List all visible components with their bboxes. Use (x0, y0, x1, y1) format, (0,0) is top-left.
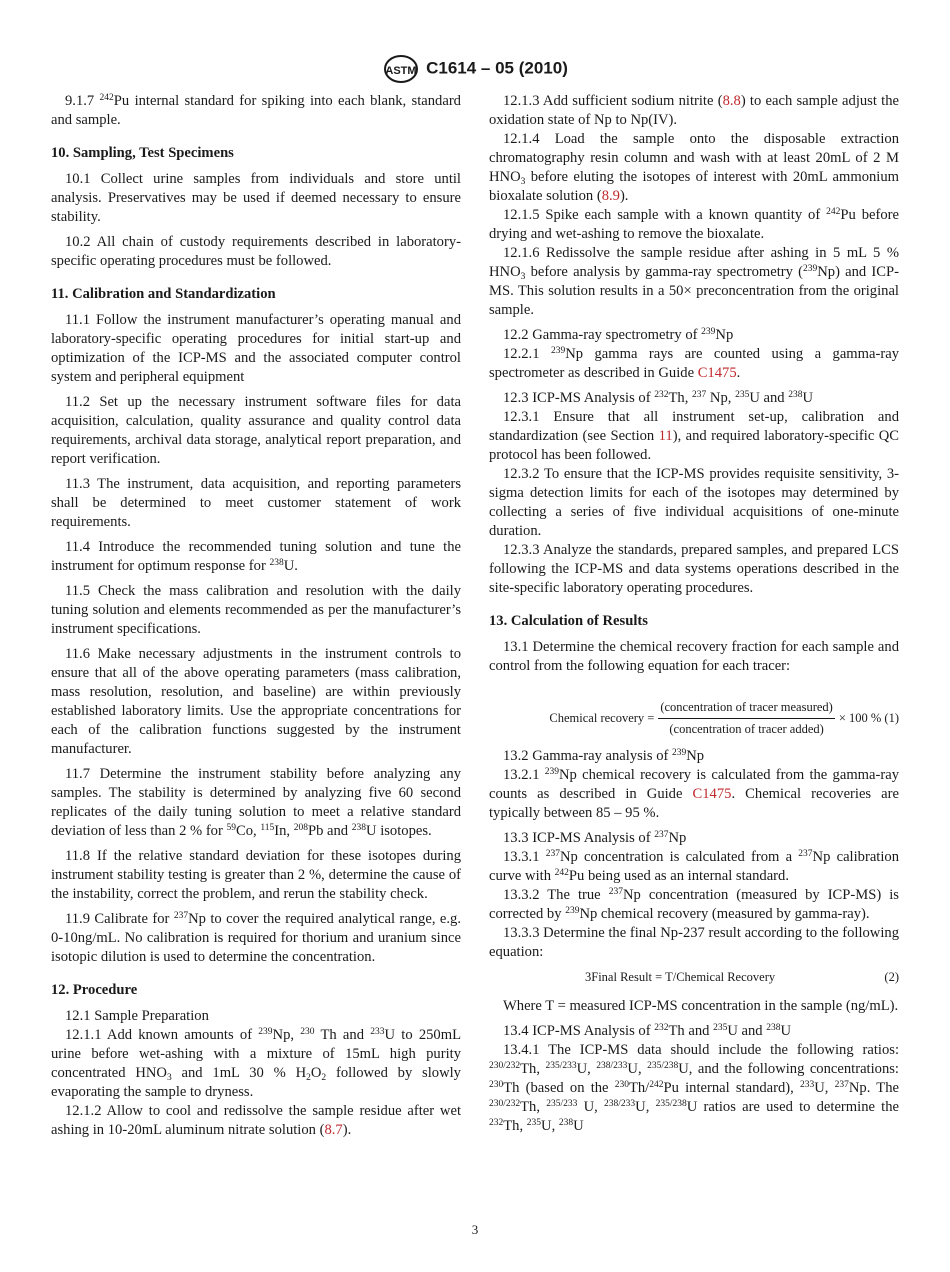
page-header (0, 54, 950, 84)
para-13-4: 13.4 ICP-MS Analysis of $^{232}$Th and $^{235}$U and $^{238}$U (503, 1023, 792, 1039)
para-11-7: 11.7 Determine the instrument stability before analyzing any samples. The stability is determined by analyzing five 60 second replicates of the daily tuning solution to meet a relative standard deviation of less than 2 % for $^{59}$Co, $^{115}$In, $^{208}$Pb and $^{238}$U isotopes. (51, 766, 461, 839)
equation-2: 3Final Result = T/Chemical Recovery (2) (585, 970, 899, 984)
para-12-3-1: 12.3.1 Ensure that all instrument set-up, calibration and standardization (see Section 11), and required laboratory-specific QC protocol has been followed. (489, 409, 899, 463)
section-12-heading: 12. Procedure (51, 982, 138, 998)
astm-logo-icon (382, 54, 420, 84)
para-10-1: 10.1 Collect urine samples from individuals and store until analysis. Preservatives may be used if deemed necessary to ensure stability. (51, 171, 461, 225)
para-where: Where T = measured ICP-MS concentration in the sample (ng/mL). (503, 998, 899, 1014)
ref-8-9-link[interactable]: 8.9 (601, 188, 620, 204)
para-12-1-4: 12.1.4 Load the sample onto the disposable extraction chromatography resin column and wash with at least 20mL of 2 M $HNO_3$ before eluting the isotopes of interest with 20mL ammonium bioxalate solution (8.9). (489, 131, 899, 204)
para-12-2-1: 12.2.1 $^{239}$Np gamma rays are counted using a gamma-ray spectrometer as described in Guide C1475. (489, 346, 899, 381)
para-13-3-2: 13.3.2 The true $^{237}$Np concentration (measured by ICP-MS) is corrected by $^{239}$Np chemical recovery (measured by gamma-ray). (489, 887, 899, 922)
para-11-9: 11.9 Calibrate for $^{237}$Np to cover the required analytical range, e.g. 0-10ng/mL. No calibration is required for thorium and uranium since isotopic dilution is used to determine the concentration. (51, 911, 461, 965)
section-13-heading: 13. Calculation of Results (489, 613, 648, 629)
para-11-2: 11.2 Set up the necessary instrument software files for data acquisition, calculation, quality assurance and quality control data requirements, archival data storage, analytical report preparation, and report verification. (51, 394, 461, 467)
para-13-3-3: 13.3.3 Determine the final Np-237 result according to the following equation: (489, 925, 899, 960)
equation-1: Chemical recovery = $\frac{\text{(concentration of tracer measured)}}{\text{(concentration of tracer added)}}$ × 100 % (1) (489, 698, 899, 739)
para-12-1-3: 12.1.3 Add sufficient sodium nitrite (8.8) to each sample adjust the oxidation state of Np to Np(IV). (489, 93, 899, 128)
para-12-1-6: 12.1.6 Redissolve the sample residue after ashing in 5 mL 5 % $HNO_3$ before analysis by gamma-ray spectrometry ($^{239}$Np) and ICP-MS. This solution results in a 50× preconcentration from the original sample. (489, 245, 899, 318)
para-11-1: 11.1 Follow the instrument manufacturer’s operating manual and laboratory-specific operating procedures for initial start-up and optimization of the ICP-MS and the associated computer control system and peripheral equipment (51, 312, 461, 385)
para-10-2: 10.2 All chain of custody requirements described in laboratory-specific operating procedures must be followed. (51, 234, 461, 269)
para-13-2-1: 13.2.1 $^{239}$Np chemical recovery is calculated from the gamma-ray counts as described in Guide C1475. Chemical recoveries are typically between 85 – 95 %. (489, 767, 899, 821)
section-10-heading: 10. Sampling, Test Specimens (51, 145, 234, 161)
right-column (489, 92, 899, 1142)
svg-text:ASTM: ASTM (385, 65, 417, 77)
ref-8-8-link[interactable]: 8.8 (722, 93, 741, 109)
para-13-2: 13.2 Gamma-ray analysis of $^{239}$Np (503, 748, 705, 764)
left-column (51, 92, 461, 1146)
ref-c1475-link[interactable]: C1475 (697, 365, 737, 381)
para-12-3: 12.3 ICP-MS Analysis of $^{232}$Th, $^{237}$ Np, $^{235}$U and $^{238}$U (503, 390, 814, 406)
para-9-1-7: 9.1.7 $^{242}$Pu internal standard for spiking into each blank, standard and sample. (51, 93, 461, 128)
para-11-8: 11.8 If the relative standard deviation for these isotopes during instrument stability testing is greater than 2 %, determine the cause of the instability, correct the problem, and rerun the stability check. (51, 848, 461, 902)
para-13-1: 13.1 Determine the chemical recovery fraction for each sample and control from the following equation for each tracer: (489, 639, 899, 674)
section-11-heading: 11. Calibration and Standardization (51, 286, 276, 302)
para-12-1-5: 12.1.5 Spike each sample with a known quantity of $^{242}$Pu before drying and wet-ashing to remove the bioxalate. (489, 207, 899, 242)
para-11-5: 11.5 Check the mass calibration and resolution with the daily tuning solution and elements recommended as per the manufacturer’s instrument specifications. (51, 583, 461, 637)
para-11-3: 11.3 The instrument, data acquisition, and reporting parameters shall be determined to meet customer statement of work requirements. (51, 476, 461, 530)
page-number: 3 (471, 1222, 479, 1237)
para-12-1-2: 12.1.2 Allow to cool and redissolve the sample residue after wet ashing in 10-20mL aluminum nitrate solution (8.7). (51, 1103, 461, 1138)
para-12-3-3: 12.3.3 Analyze the standards, prepared samples, and prepared LCS following the ICP-MS and data systems operations described in the site-specific laboratory operating procedures. (489, 542, 899, 596)
para-12-1: 12.1 Sample Preparation (65, 1008, 209, 1024)
para-12-1-1: 12.1.1 Add known amounts of $^{239}$Np, $^{230}$ Th and $^{233}$U to 250mL urine before wet-ashing with a mixture of 15mL high purity concentrated $HNO_3$ and 1mL 30 % $H_2O_2$ followed by slowly evaporating the sample to dryness. (51, 1027, 461, 1100)
para-11-6: 11.6 Make necessary adjustments in the instrument controls to ensure that all of the above operating parameters (mass calibration, mass resolution, resolution, and baseline) are within previously established laboratory limits. Use the appropriate concentrations for each of the calibration functions suggested by the instrument manufacturer. (51, 646, 461, 757)
ref-8-7-link[interactable]: 8.7 (324, 1122, 343, 1138)
para-12-3-2: 12.3.2 To ensure that the ICP-MS provides requisite sensitivity, 3-sigma detection limits for each of the isotopes may determined by collecting a series of five individual acquisitions of one-minute duration. (489, 466, 899, 539)
document-designation: C1614 – 05 (2010) (426, 58, 568, 78)
equation-1-fraction: $\frac{\text{(concentration of tracer measured)}}{\text{(concentration of tracer added)}}$ (660, 700, 833, 736)
para-13-3-1: 13.3.1 $^{237}$Np concentration is calculated from a $^{237}$Np calibration curve with $^{242}$Pu being used as an internal standard. (489, 849, 900, 884)
ref-c1475-link-2[interactable]: C1475 (692, 786, 732, 802)
para-13-3: 13.3 ICP-MS Analysis of $^{237}$Np (503, 830, 687, 846)
para-13-4-1: 13.4.1 The ICP-MS data should include the following ratios: $^{230/232}$Th, $^{235/233}$U, $^{238/233}$U, $^{235/238}$U, and the following concentrations: $^{230}$Th (based on the $^{230}$Th/$^{242}$Pu internal standard), $^{233}$U, $^{237}$Np. The $^{230/232}$Th, $^{235/233}$ U, $^{238/233}$U, $^{235/238}$U ratios are used to determine the $^{232}$Th, $^{235}$U, $^{238}$U (489, 1042, 900, 1134)
ref-section-11-link[interactable]: 11 (658, 428, 673, 444)
para-12-2: 12.2 Gamma-ray spectrometry of $^{239}$Np (503, 327, 734, 343)
para-11-4: 11.4 Introduce the recommended tuning solution and tune the instrument for optimum response for $^{238}$U. (51, 539, 461, 574)
